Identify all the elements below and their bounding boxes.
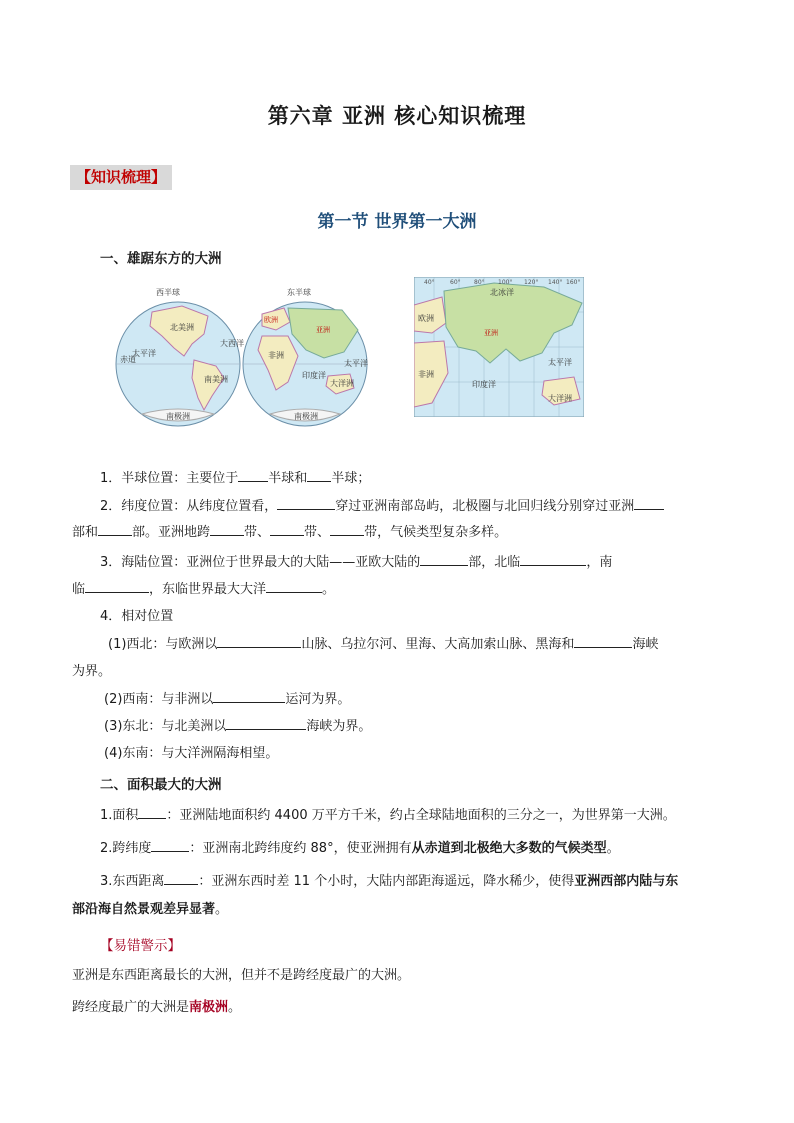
item-2: 2．纬度位置：从纬度位置看， 穿过亚洲南部岛屿，北极圈与北回归线分别穿过亚洲 (100, 494, 664, 520)
map1-label-4: 赤道 (120, 355, 136, 364)
warning-line-1: 亚洲是东西距离最长的大洲，但并不是跨经度最广的大洲。 (72, 968, 411, 983)
knowledge-tag: 【知识梳理】 (70, 165, 172, 190)
map1-label-0: 北美洲 (170, 323, 194, 332)
map2-tick-4: 120° (524, 279, 539, 286)
map1-label-2: 太平洋 (132, 349, 156, 358)
map2-tick-0: 40° (424, 279, 435, 286)
item-2-cont: 部和 部。亚洲地跨 带、 带、 带，气候类型复杂多样。 (72, 520, 507, 546)
map2-label-1: 欧洲 (418, 314, 434, 323)
item-4-4: (4)东南：与大洋洲隔海相望。 (104, 746, 279, 761)
map2-label-5: 大洋洲 (548, 394, 572, 403)
section-title: 第一节 世界第一大洲 (317, 212, 477, 232)
part2-heading: 二、面积最大的大洲 (100, 777, 222, 793)
map1-label-1: 南美洲 (204, 375, 228, 384)
west-hemisphere-label: 西半球 (156, 288, 180, 297)
east-west-line-cont: 部沿海自然景观差异显著。 (72, 902, 229, 917)
item-4-3: (3)东北：与北美洲以 海峡为界。 (104, 714, 371, 740)
item-4-2: (2)西南：与非洲以 运河为界。 (104, 687, 350, 713)
item-3: 3．海陆位置：亚洲位于世界最大的大陆——亚欧大陆的 部，北临 ，南 (100, 550, 612, 576)
map1-label-12: 南极洲 (294, 412, 318, 421)
map2-label-2: 非洲 (418, 370, 434, 379)
map1-label-5: 南极洲 (166, 412, 190, 421)
map2-label-3: 太平洋 (548, 358, 572, 367)
map1-label-3: 大西洋 (220, 339, 244, 348)
warning-line-2: 跨经度最广的大洲是南极洲。 (72, 1000, 242, 1015)
item-4-1-cont: 为界。 (72, 664, 112, 679)
map2-tick-5: 140° (548, 279, 563, 286)
map2-tick-6: 160° (566, 279, 581, 286)
hemisphere-maps (112, 286, 372, 428)
map1-label-8: 欧洲 (264, 316, 278, 324)
map1-label-6: 亚洲 (316, 326, 330, 334)
item-4-1: (1)西北：与欧洲以 山脉、乌拉尔河、里海、大高加索山脉、黑海和 海峡 (108, 632, 658, 658)
map2-label-0: 亚洲 (484, 329, 498, 337)
east-west-line: 3.东西距离 ：亚洲东西时差 11 个小时，大陆内部距海遥远，降水稀少，使得亚洲西部内陆与东 (100, 869, 678, 895)
map2-tick-3: 100° (498, 279, 513, 286)
map2-label-6: 北冰洋 (490, 288, 514, 297)
map1-label-7: 非洲 (268, 351, 284, 360)
item-3-cont: 临 ，东临世界最大大洋 。 (72, 577, 335, 603)
map2-tick-1: 60° (450, 279, 461, 286)
asia-map (414, 277, 584, 417)
latitude-line: 2.跨纬度 ：亚洲南北跨纬度约 88°，使亚洲拥有从赤道到北极绝大多数的气候类型。 (100, 836, 620, 862)
area-line: 1.面积 ：亚洲陆地面积约 4400 万平方千米，约占全球陆地面积的三分之一，为世界第一大洲。 (100, 803, 676, 829)
map1-label-10: 大洋洲 (330, 379, 354, 388)
item-4: 4．相对位置 (100, 609, 174, 624)
map1-label-9: 印度洋 (302, 371, 326, 380)
warning-label: 【易错警示】 (100, 938, 181, 954)
map2-label-4: 印度洋 (472, 380, 496, 389)
item-1: 1．半球位置：主要位于 半球和 半球； (100, 466, 370, 492)
part1-heading: 一、雄踞东方的大洲 (100, 251, 222, 267)
east-hemisphere-label: 东半球 (287, 288, 311, 297)
document-title: 第六章 亚洲 核心知识梳理 (267, 103, 527, 128)
map2-tick-2: 80° (474, 279, 485, 286)
map1-label-11: 太平洋 (344, 359, 368, 368)
